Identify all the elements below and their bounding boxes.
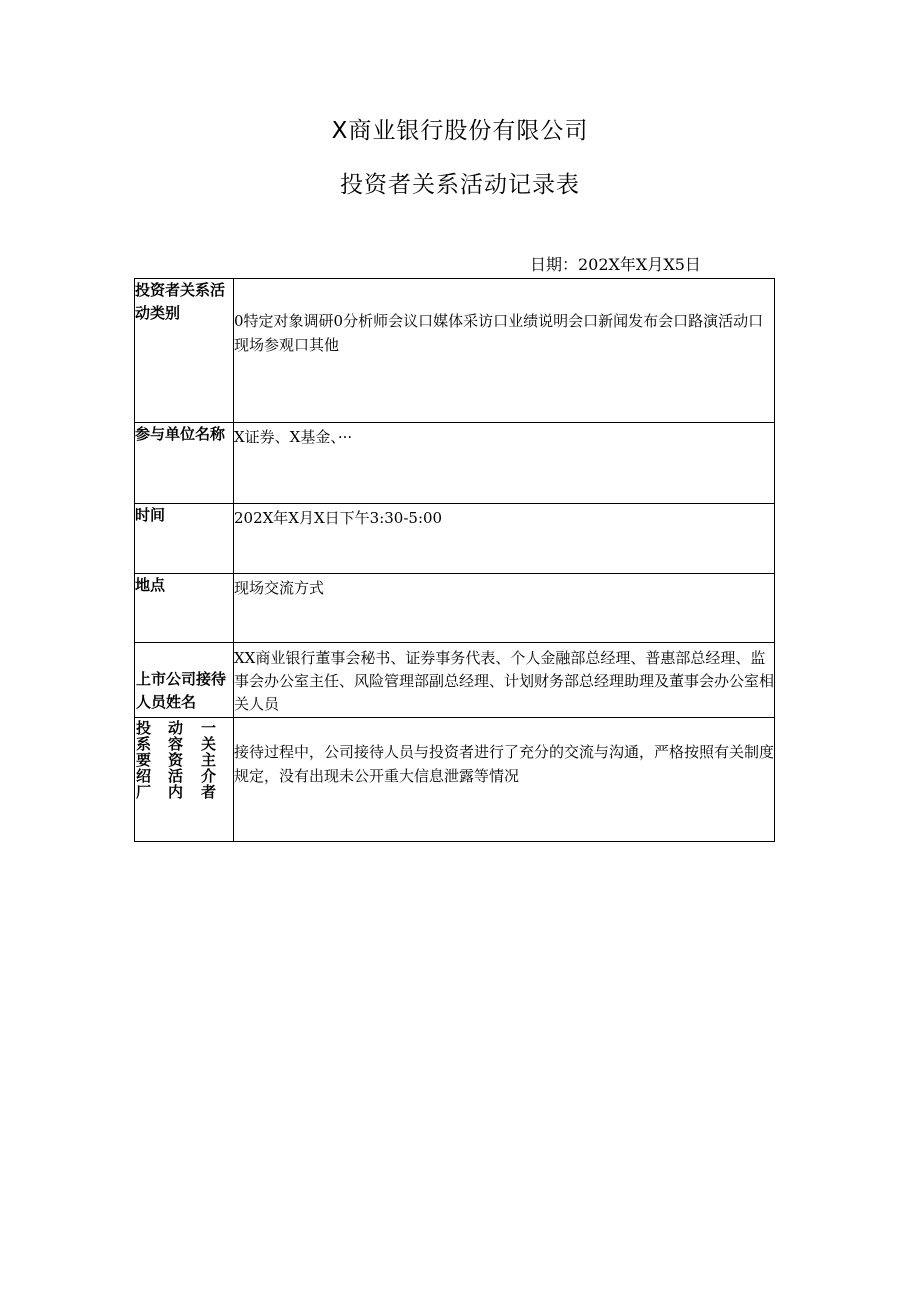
company-title: X商业银行股份有限公司 [331,118,589,144]
participants-value: X证券、X基金、··· [234,423,775,504]
investor-relations-record-table [134,278,775,842]
label-char: 要 [136,751,152,769]
label-char: 介 [201,767,217,785]
label-char: 资 [168,751,184,769]
participants-label: 参与单位名称 [135,423,234,504]
time-value: 202X年X月X日下午3:30-5:00 [234,504,775,574]
table-row-activity-type [135,279,775,423]
form-title: 投资者关系活动记录表 [340,172,580,198]
label-char: 容 [168,735,184,753]
reception-staff-value: XX商业银行董事会秘书、证券事务代表、个人金融部总经理、普惠部总经理、监事会办公室主任、风险管理部副总经理、计划财务部总经理助理及董事会办公室相关人员 [234,643,775,718]
label-char: 动 [168,719,184,737]
main-content-value: 接待过程中，公司接待人员与投资者进行了充分的交流与沟通，严格按照有关制度规定，没有出现未公开重大信息泄露等情况 [234,718,775,842]
label-char: 活 [168,767,184,785]
main-content-label [135,718,234,842]
location-value: 现场交流方式 [234,574,775,643]
label-char: 内 [168,783,184,801]
table-row-location [135,574,775,643]
time-label: 时间 [135,504,234,574]
label-char: 一 [201,719,217,737]
reception-staff-label: 上市公司接待人员姓名 [135,643,234,718]
label-char: 厂 [136,783,152,801]
table-row-main-content [135,718,775,842]
table-row-reception-staff [135,643,775,718]
label-char: 主 [201,751,217,769]
label-char: 关 [201,735,217,753]
record-date: 日期：202X年X月X5日 [530,255,701,274]
label-char: 绍 [136,767,152,785]
table-row-time [135,504,775,574]
main-content-label-grid [135,718,233,800]
activity-type-value: 0特定对象调研0分析师会议口媒体采访口业绩说明会口新闻发布会口路演活动口现场参观口其他 [234,279,775,423]
location-label: 地点 [135,574,234,643]
label-char: 系 [136,735,152,753]
label-char: 投 [136,719,152,737]
table-row-participants [135,423,775,504]
label-char: 者 [201,783,217,801]
activity-type-label: 投资者关系活动类别 [135,279,234,423]
